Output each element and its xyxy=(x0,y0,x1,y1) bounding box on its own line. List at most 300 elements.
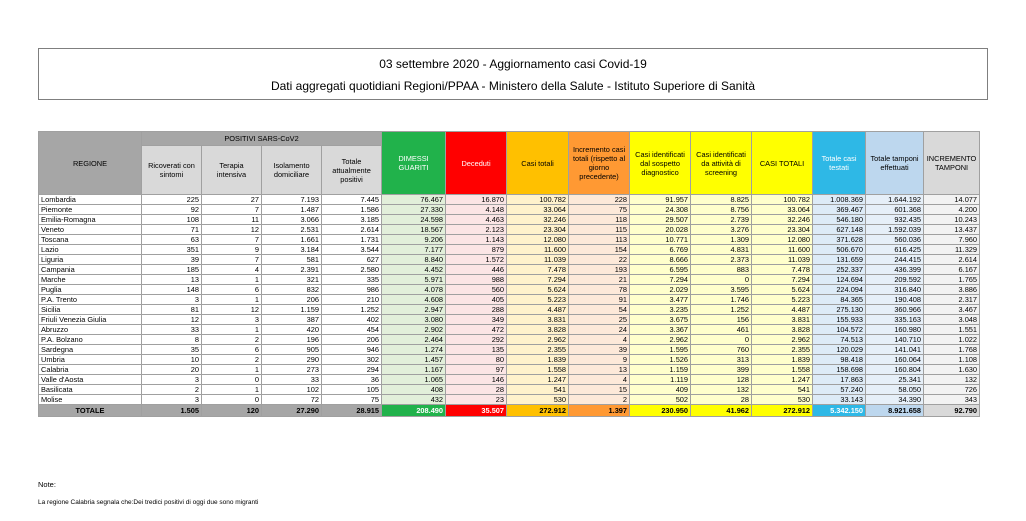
cell-sospetto-diagnostico: 8.666 xyxy=(630,255,691,265)
cell-terapia-intensiva: 0 xyxy=(202,375,262,385)
cell-sospetto-diagnostico: 10.771 xyxy=(630,235,691,245)
cell-isolamento: 905 xyxy=(262,345,322,355)
cell-incremento-tamponi: 3.048 xyxy=(924,315,980,325)
cell-tamponi: 58.050 xyxy=(866,385,924,395)
cell-casi-totali-2: 12.080 xyxy=(752,235,813,245)
cell-deceduti: 560 xyxy=(446,285,507,295)
cell-isolamento: 196 xyxy=(262,335,322,345)
total-ricoverati: 1.505 xyxy=(142,405,202,417)
cell-sospetto-diagnostico: 6.595 xyxy=(630,265,691,275)
cell-tamponi: 34.390 xyxy=(866,395,924,405)
cell-casi-totali: 100.782 xyxy=(507,195,569,205)
column-header-dimessi: DIMESSI GUARITI xyxy=(382,132,446,195)
cell-casi-totali-2: 3.828 xyxy=(752,325,813,335)
cell-tamponi: 190.408 xyxy=(866,295,924,305)
table-header-row-group xyxy=(39,132,980,146)
cell-casi-totali: 2.962 xyxy=(507,335,569,345)
cell-ricoverati: 225 xyxy=(142,195,202,205)
cell-casi-totali: 7.294 xyxy=(507,275,569,285)
cell-region: Piemonte xyxy=(39,205,142,215)
cell-screening: 28 xyxy=(691,395,752,405)
cell-casi-totali-2: 5.223 xyxy=(752,295,813,305)
cell-tamponi: 25.341 xyxy=(866,375,924,385)
cell-deceduti: 1.572 xyxy=(446,255,507,265)
column-header-screening: Casi identificati da attività di screening xyxy=(691,132,752,195)
column-header-casi-totali-2: CASI TOTALI xyxy=(752,132,813,195)
cell-screening: 8.756 xyxy=(691,205,752,215)
cell-casi-testati: 506.670 xyxy=(813,245,866,255)
cell-isolamento: 3.184 xyxy=(262,245,322,255)
cell-tamponi: 160.804 xyxy=(866,365,924,375)
cell-casi-totali-2: 32.246 xyxy=(752,215,813,225)
cell-tamponi: 141.041 xyxy=(866,345,924,355)
cell-isolamento: 33 xyxy=(262,375,322,385)
cell-incremento-tamponi: 6.167 xyxy=(924,265,980,275)
notes-text: La regione Calabria segnala che:Dei tredici positivi di oggi due sono migranti xyxy=(38,499,259,506)
cell-totale-positivi: 7.445 xyxy=(322,195,382,205)
cell-terapia-intensiva: 7 xyxy=(202,255,262,265)
cell-dimessi: 4.452 xyxy=(382,265,446,275)
cell-deceduti: 2.123 xyxy=(446,225,507,235)
cell-sospetto-diagnostico: 29.507 xyxy=(630,215,691,225)
cell-casi-totali-2: 2.355 xyxy=(752,345,813,355)
cell-deceduti: 292 xyxy=(446,335,507,345)
cell-terapia-intensiva: 1 xyxy=(202,365,262,375)
cell-deceduti: 349 xyxy=(446,315,507,325)
cell-sospetto-diagnostico: 91.957 xyxy=(630,195,691,205)
cell-region: Puglia xyxy=(39,285,142,295)
column-header-totale-positivi: Totale attualmente positivi xyxy=(322,146,382,195)
cell-terapia-intensiva: 6 xyxy=(202,285,262,295)
cell-incremento-casi: 39 xyxy=(569,345,630,355)
column-header-tamponi: Totale tamponi effettuati xyxy=(866,132,924,195)
cell-ricoverati: 351 xyxy=(142,245,202,255)
cell-ricoverati: 2 xyxy=(142,385,202,395)
cell-dimessi: 1.274 xyxy=(382,345,446,355)
cell-sospetto-diagnostico: 1.159 xyxy=(630,365,691,375)
cell-terapia-intensiva: 2 xyxy=(202,335,262,345)
cell-deceduti: 879 xyxy=(446,245,507,255)
cell-deceduti: 4.463 xyxy=(446,215,507,225)
cell-casi-testati: 104.572 xyxy=(813,325,866,335)
cell-region: Marche xyxy=(39,275,142,285)
cell-region: Toscana xyxy=(39,235,142,245)
cell-terapia-intensiva: 1 xyxy=(202,385,262,395)
cell-sospetto-diagnostico: 3.235 xyxy=(630,305,691,315)
cell-terapia-intensiva: 1 xyxy=(202,275,262,285)
cell-deceduti: 1.143 xyxy=(446,235,507,245)
cell-tamponi: 932.435 xyxy=(866,215,924,225)
cell-totale-positivi: 986 xyxy=(322,285,382,295)
cell-incremento-casi: 22 xyxy=(569,255,630,265)
cell-terapia-intensiva: 6 xyxy=(202,345,262,355)
cell-terapia-intensiva: 0 xyxy=(202,395,262,405)
cell-incremento-casi: 115 xyxy=(569,225,630,235)
cell-sospetto-diagnostico: 3.367 xyxy=(630,325,691,335)
cell-casi-testati: 275.130 xyxy=(813,305,866,315)
cell-dimessi: 432 xyxy=(382,395,446,405)
cell-terapia-intensiva: 2 xyxy=(202,355,262,365)
cell-casi-totali: 1.247 xyxy=(507,375,569,385)
cell-terapia-intensiva: 27 xyxy=(202,195,262,205)
cell-ricoverati: 71 xyxy=(142,225,202,235)
cell-terapia-intensiva: 12 xyxy=(202,225,262,235)
cell-casi-totali: 11.039 xyxy=(507,255,569,265)
cell-dimessi: 5.971 xyxy=(382,275,446,285)
cell-casi-totali-2: 23.304 xyxy=(752,225,813,235)
cell-casi-totali: 1.558 xyxy=(507,365,569,375)
cell-isolamento: 72 xyxy=(262,395,322,405)
cell-ricoverati: 10 xyxy=(142,355,202,365)
cell-casi-totali: 11.600 xyxy=(507,245,569,255)
cell-incremento-casi: 24 xyxy=(569,325,630,335)
column-header-terapia-intensiva: Terapia intensiva xyxy=(202,146,262,195)
total-casi-totali-2: 272.912 xyxy=(752,405,813,417)
cell-screening: 1.309 xyxy=(691,235,752,245)
cell-isolamento: 2.391 xyxy=(262,265,322,275)
cell-casi-totali-2: 3.831 xyxy=(752,315,813,325)
cell-terapia-intensiva: 1 xyxy=(202,325,262,335)
column-header-region: REGIONE xyxy=(39,132,142,195)
cell-terapia-intensiva: 11 xyxy=(202,215,262,225)
table-row xyxy=(39,195,980,205)
cell-tamponi: 1.644.192 xyxy=(866,195,924,205)
cell-casi-totali-2: 4.487 xyxy=(752,305,813,315)
cell-region: Campania xyxy=(39,265,142,275)
cell-isolamento: 581 xyxy=(262,255,322,265)
total-dimessi: 208.490 xyxy=(382,405,446,417)
cell-casi-testati: 74.513 xyxy=(813,335,866,345)
cell-casi-testati: 252.337 xyxy=(813,265,866,275)
cell-casi-totali-2: 11.600 xyxy=(752,245,813,255)
cell-screening: 461 xyxy=(691,325,752,335)
cell-region: Sardegna xyxy=(39,345,142,355)
cell-incremento-casi: 15 xyxy=(569,385,630,395)
report-title: 03 settembre 2020 - Aggiornamento casi Covid-19 xyxy=(379,57,647,71)
cell-casi-testati: 98.418 xyxy=(813,355,866,365)
cell-incremento-tamponi: 726 xyxy=(924,385,980,395)
cell-casi-totali-2: 7.478 xyxy=(752,265,813,275)
total-incremento-casi: 1.397 xyxy=(569,405,630,417)
cell-totale-positivi: 627 xyxy=(322,255,382,265)
cell-tamponi: 1.592.039 xyxy=(866,225,924,235)
cell-tamponi: 316.840 xyxy=(866,285,924,295)
cell-region: Liguria xyxy=(39,255,142,265)
cell-incremento-casi: 91 xyxy=(569,295,630,305)
cell-screening: 2.373 xyxy=(691,255,752,265)
table-row xyxy=(39,295,980,305)
cell-dimessi: 2.464 xyxy=(382,335,446,345)
cell-totale-positivi: 210 xyxy=(322,295,382,305)
cell-deceduti: 988 xyxy=(446,275,507,285)
cell-casi-testati: 17.863 xyxy=(813,375,866,385)
cell-dimessi: 1.457 xyxy=(382,355,446,365)
cell-region: Abruzzo xyxy=(39,325,142,335)
cell-dimessi: 24.598 xyxy=(382,215,446,225)
cell-totale-positivi: 105 xyxy=(322,385,382,395)
cell-totale-positivi: 454 xyxy=(322,325,382,335)
cell-screening: 760 xyxy=(691,345,752,355)
cell-screening: 156 xyxy=(691,315,752,325)
cell-incremento-tamponi: 2.317 xyxy=(924,295,980,305)
cell-casi-totali-2: 541 xyxy=(752,385,813,395)
cell-sospetto-diagnostico: 1.595 xyxy=(630,345,691,355)
cell-casi-totali: 1.839 xyxy=(507,355,569,365)
cell-incremento-tamponi: 1.765 xyxy=(924,275,980,285)
cell-deceduti: 472 xyxy=(446,325,507,335)
cell-tamponi: 560.036 xyxy=(866,235,924,245)
table-row xyxy=(39,325,980,335)
notes-label: Note: xyxy=(38,480,56,489)
cell-region: Molise xyxy=(39,395,142,405)
table-row xyxy=(39,255,980,265)
cell-dimessi: 2.947 xyxy=(382,305,446,315)
cell-incremento-casi: 78 xyxy=(569,285,630,295)
cell-incremento-casi: 21 xyxy=(569,275,630,285)
cell-casi-totali-2: 7.294 xyxy=(752,275,813,285)
cell-incremento-tamponi: 1.768 xyxy=(924,345,980,355)
table-row xyxy=(39,225,980,235)
total-terapia-intensiva: 120 xyxy=(202,405,262,417)
cell-dimessi: 2.902 xyxy=(382,325,446,335)
cell-screening: 399 xyxy=(691,365,752,375)
cell-incremento-tamponi: 4.200 xyxy=(924,205,980,215)
cell-casi-totali: 5.624 xyxy=(507,285,569,295)
cell-dimessi: 27.330 xyxy=(382,205,446,215)
cell-ricoverati: 185 xyxy=(142,265,202,275)
cell-incremento-tamponi: 7.960 xyxy=(924,235,980,245)
cell-ricoverati: 92 xyxy=(142,205,202,215)
cell-totale-positivi: 75 xyxy=(322,395,382,405)
total-totale-positivi: 28.915 xyxy=(322,405,382,417)
cell-casi-totali: 3.831 xyxy=(507,315,569,325)
cell-dimessi: 8.840 xyxy=(382,255,446,265)
cell-totale-positivi: 36 xyxy=(322,375,382,385)
total-isolamento: 27.290 xyxy=(262,405,322,417)
cell-isolamento: 290 xyxy=(262,355,322,365)
cell-dimessi: 1.167 xyxy=(382,365,446,375)
total-tamponi: 8.921.658 xyxy=(866,405,924,417)
cell-isolamento: 832 xyxy=(262,285,322,295)
cell-ricoverati: 12 xyxy=(142,315,202,325)
cell-incremento-tamponi: 10.243 xyxy=(924,215,980,225)
cell-deceduti: 288 xyxy=(446,305,507,315)
cell-casi-totali-2: 11.039 xyxy=(752,255,813,265)
cell-deceduti: 97 xyxy=(446,365,507,375)
cell-incremento-casi: 118 xyxy=(569,215,630,225)
cell-ricoverati: 148 xyxy=(142,285,202,295)
cell-screening: 2.739 xyxy=(691,215,752,225)
cell-tamponi: 160.980 xyxy=(866,325,924,335)
cell-totale-positivi: 1.252 xyxy=(322,305,382,315)
cell-dimessi: 4.078 xyxy=(382,285,446,295)
cell-ricoverati: 35 xyxy=(142,345,202,355)
table-row xyxy=(39,285,980,295)
cell-tamponi: 140.710 xyxy=(866,335,924,345)
cell-screening: 883 xyxy=(691,265,752,275)
report-header xyxy=(38,48,988,100)
cell-casi-totali-2: 530 xyxy=(752,395,813,405)
cell-casi-totali-2: 5.624 xyxy=(752,285,813,295)
cell-deceduti: 4.148 xyxy=(446,205,507,215)
cell-incremento-casi: 154 xyxy=(569,245,630,255)
cell-casi-totali: 23.304 xyxy=(507,225,569,235)
total-casi-totali: 272.912 xyxy=(507,405,569,417)
cell-incremento-casi: 75 xyxy=(569,205,630,215)
table-row xyxy=(39,215,980,225)
table-row xyxy=(39,335,980,345)
cell-incremento-tamponi: 1.022 xyxy=(924,335,980,345)
cell-isolamento: 1.487 xyxy=(262,205,322,215)
cell-screening: 3.595 xyxy=(691,285,752,295)
cell-deceduti: 23 xyxy=(446,395,507,405)
cell-region: Valle d'Aosta xyxy=(39,375,142,385)
cell-casi-testati: 120.029 xyxy=(813,345,866,355)
cell-casi-testati: 84.365 xyxy=(813,295,866,305)
cell-incremento-casi: 4 xyxy=(569,375,630,385)
cell-casi-totali-2: 1.558 xyxy=(752,365,813,375)
cell-deceduti: 16.870 xyxy=(446,195,507,205)
cell-dimessi: 1.065 xyxy=(382,375,446,385)
cell-casi-totali-2: 2.962 xyxy=(752,335,813,345)
cell-dimessi: 9.206 xyxy=(382,235,446,245)
cell-ricoverati: 39 xyxy=(142,255,202,265)
table-row xyxy=(39,395,980,405)
cell-sospetto-diagnostico: 1.526 xyxy=(630,355,691,365)
cell-totale-positivi: 206 xyxy=(322,335,382,345)
cell-incremento-tamponi: 1.551 xyxy=(924,325,980,335)
cell-tamponi: 244.415 xyxy=(866,255,924,265)
cell-sospetto-diagnostico: 502 xyxy=(630,395,691,405)
cell-ricoverati: 3 xyxy=(142,295,202,305)
column-header-ricoverati: Ricoverati con sintomi xyxy=(142,146,202,195)
cell-isolamento: 387 xyxy=(262,315,322,325)
total-screening: 41.962 xyxy=(691,405,752,417)
covid-data-table xyxy=(38,131,980,417)
cell-totale-positivi: 1.731 xyxy=(322,235,382,245)
cell-isolamento: 1.159 xyxy=(262,305,322,315)
cell-incremento-tamponi: 1.108 xyxy=(924,355,980,365)
cell-screening: 4.831 xyxy=(691,245,752,255)
cell-casi-totali: 33.064 xyxy=(507,205,569,215)
cell-terapia-intensiva: 7 xyxy=(202,235,262,245)
cell-totale-positivi: 294 xyxy=(322,365,382,375)
cell-region: Friuli Venezia Giulia xyxy=(39,315,142,325)
cell-casi-testati: 627.148 xyxy=(813,225,866,235)
column-header-sospetto-diagnostico: Casi identificati dal sospetto diagnostico xyxy=(630,132,691,195)
report-subtitle: Dati aggregati quotidiani Regioni/PPAA - Ministero della Salute - Istituto Superiore di Sanità xyxy=(270,79,756,93)
cell-isolamento: 321 xyxy=(262,275,322,285)
cell-region: P.A. Trento xyxy=(39,295,142,305)
cell-incremento-casi: 113 xyxy=(569,235,630,245)
cell-ricoverati: 81 xyxy=(142,305,202,315)
cell-totale-positivi: 2.580 xyxy=(322,265,382,275)
cell-incremento-tamponi: 132 xyxy=(924,375,980,385)
cell-totale-positivi: 2.614 xyxy=(322,225,382,235)
cell-deceduti: 135 xyxy=(446,345,507,355)
cell-tamponi: 436.399 xyxy=(866,265,924,275)
cell-isolamento: 206 xyxy=(262,295,322,305)
cell-casi-testati: 131.659 xyxy=(813,255,866,265)
cell-incremento-tamponi: 2.614 xyxy=(924,255,980,265)
cell-casi-totali-2: 1.247 xyxy=(752,375,813,385)
cell-casi-totali: 12.080 xyxy=(507,235,569,245)
column-header-casi-testati: Totale casi testati xyxy=(813,132,866,195)
cell-totale-positivi: 1.586 xyxy=(322,205,382,215)
cell-region: P.A. Bolzano xyxy=(39,335,142,345)
cell-incremento-casi: 25 xyxy=(569,315,630,325)
cell-casi-testati: 1.008.369 xyxy=(813,195,866,205)
cell-screening: 313 xyxy=(691,355,752,365)
cell-casi-testati: 546.180 xyxy=(813,215,866,225)
cell-ricoverati: 108 xyxy=(142,215,202,225)
cell-isolamento: 3.066 xyxy=(262,215,322,225)
cell-totale-positivi: 946 xyxy=(322,345,382,355)
table-body xyxy=(39,195,980,417)
column-header-incremento-casi: Incremento casi totali (rispetto al giorno precedente) xyxy=(569,132,630,195)
total-deceduti: 35.507 xyxy=(446,405,507,417)
cell-sospetto-diagnostico: 409 xyxy=(630,385,691,395)
cell-isolamento: 420 xyxy=(262,325,322,335)
cell-incremento-casi: 9 xyxy=(569,355,630,365)
table-row xyxy=(39,365,980,375)
cell-casi-totali: 5.223 xyxy=(507,295,569,305)
cell-dimessi: 3.080 xyxy=(382,315,446,325)
cell-deceduti: 28 xyxy=(446,385,507,395)
cell-tamponi: 616.425 xyxy=(866,245,924,255)
cell-casi-totali: 2.355 xyxy=(507,345,569,355)
cell-ricoverati: 8 xyxy=(142,335,202,345)
cell-tamponi: 160.064 xyxy=(866,355,924,365)
cell-screening: 1.746 xyxy=(691,295,752,305)
column-header-isolamento: Isolamento domiciliare xyxy=(262,146,322,195)
table-row xyxy=(39,345,980,355)
cell-dimessi: 7.177 xyxy=(382,245,446,255)
table-total-row xyxy=(39,405,980,417)
cell-casi-testati: 371.628 xyxy=(813,235,866,245)
cell-casi-testati: 124.694 xyxy=(813,275,866,285)
cell-tamponi: 601.368 xyxy=(866,205,924,215)
cell-terapia-intensiva: 3 xyxy=(202,315,262,325)
cell-casi-testati: 158.698 xyxy=(813,365,866,375)
cell-isolamento: 273 xyxy=(262,365,322,375)
cell-sospetto-diagnostico: 3.477 xyxy=(630,295,691,305)
total-incremento-tamponi: 92.790 xyxy=(924,405,980,417)
column-header-incremento-tamponi: INCREMENTO TAMPONI xyxy=(924,132,980,195)
cell-casi-testati: 155.933 xyxy=(813,315,866,325)
cell-totale-positivi: 3.544 xyxy=(322,245,382,255)
cell-deceduti: 146 xyxy=(446,375,507,385)
cell-incremento-tamponi: 3.886 xyxy=(924,285,980,295)
cell-deceduti: 80 xyxy=(446,355,507,365)
cell-screening: 1.252 xyxy=(691,305,752,315)
cell-casi-totali: 4.487 xyxy=(507,305,569,315)
cell-incremento-casi: 13 xyxy=(569,365,630,375)
cell-tamponi: 335.163 xyxy=(866,315,924,325)
cell-casi-totali-2: 100.782 xyxy=(752,195,813,205)
table-row xyxy=(39,355,980,365)
cell-ricoverati: 3 xyxy=(142,395,202,405)
cell-incremento-casi: 2 xyxy=(569,395,630,405)
cell-terapia-intensiva: 7 xyxy=(202,205,262,215)
cell-screening: 132 xyxy=(691,385,752,395)
cell-region: Lazio xyxy=(39,245,142,255)
cell-casi-totali-2: 1.839 xyxy=(752,355,813,365)
cell-terapia-intensiva: 12 xyxy=(202,305,262,315)
table-row xyxy=(39,275,980,285)
cell-casi-totali: 3.828 xyxy=(507,325,569,335)
cell-ricoverati: 3 xyxy=(142,375,202,385)
